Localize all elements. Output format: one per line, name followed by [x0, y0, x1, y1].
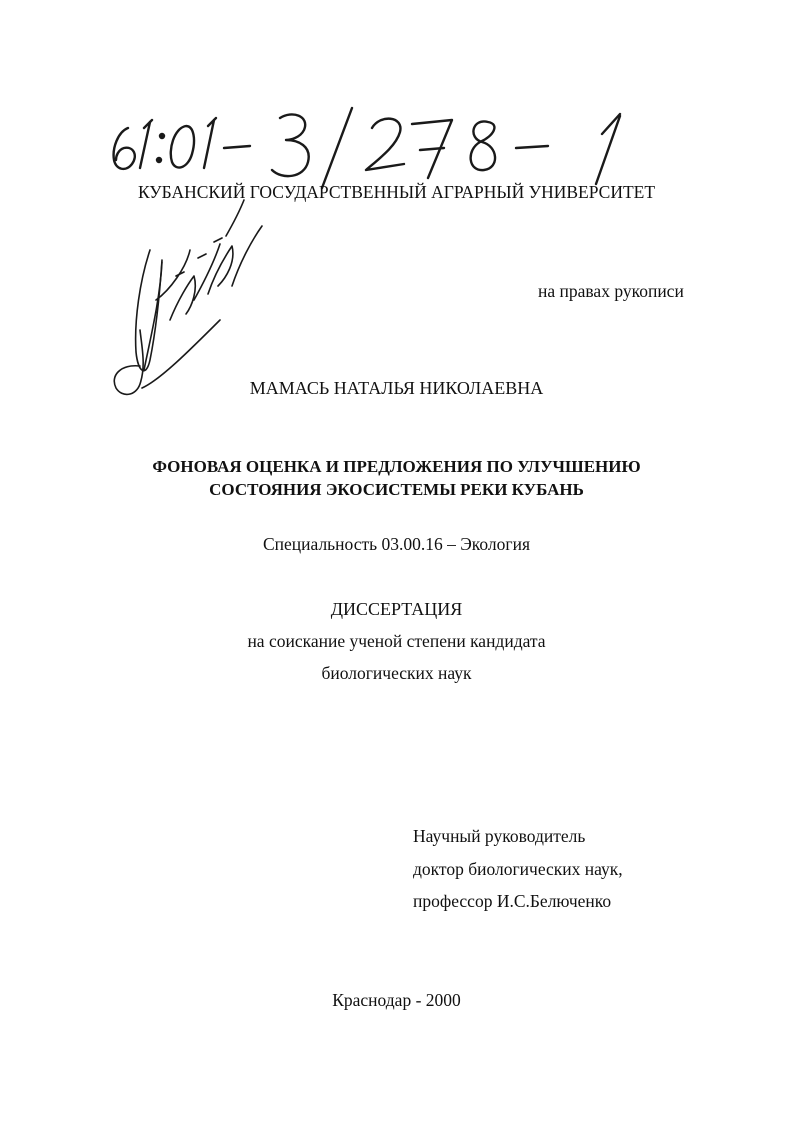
degree-line-2: биологических наук [321, 663, 472, 683]
supervisor-role: Научный руководитель [413, 826, 586, 846]
author-name: МАМАСЬ НАТАЛЬЯ НИКОЛАЕВНА [249, 378, 544, 398]
supervisor-degree: доктор биологических наук, [413, 859, 623, 879]
specialty: Специальность 03.00.16 – Экология [262, 534, 530, 554]
dissertation-title-line-2: СОСТОЯНИЯ ЭКОСИСТЕМЫ РЕКИ КУБАНЬ [209, 480, 584, 499]
dissertation-title-line-1: ФОНОВАЯ ОЦЕНКА И ПРЕДЛОЖЕНИЯ ПО УЛУЧШЕНИЮ [152, 457, 641, 476]
place-and-year: Краснодар - 2000 [332, 990, 461, 1010]
manuscript-note: на правах рукописи [538, 281, 684, 301]
university-name: КУБАНСКИЙ ГОСУДАРСТВЕННЫЙ АГРАРНЫЙ УНИВЕРСИТЕТ [137, 182, 656, 202]
degree-line-1: на соискание ученой степени кандидата [247, 631, 546, 651]
document-type: ДИССЕРТАЦИЯ [330, 599, 463, 619]
supervisor-name: профессор И.С.Белюченко [413, 891, 612, 911]
